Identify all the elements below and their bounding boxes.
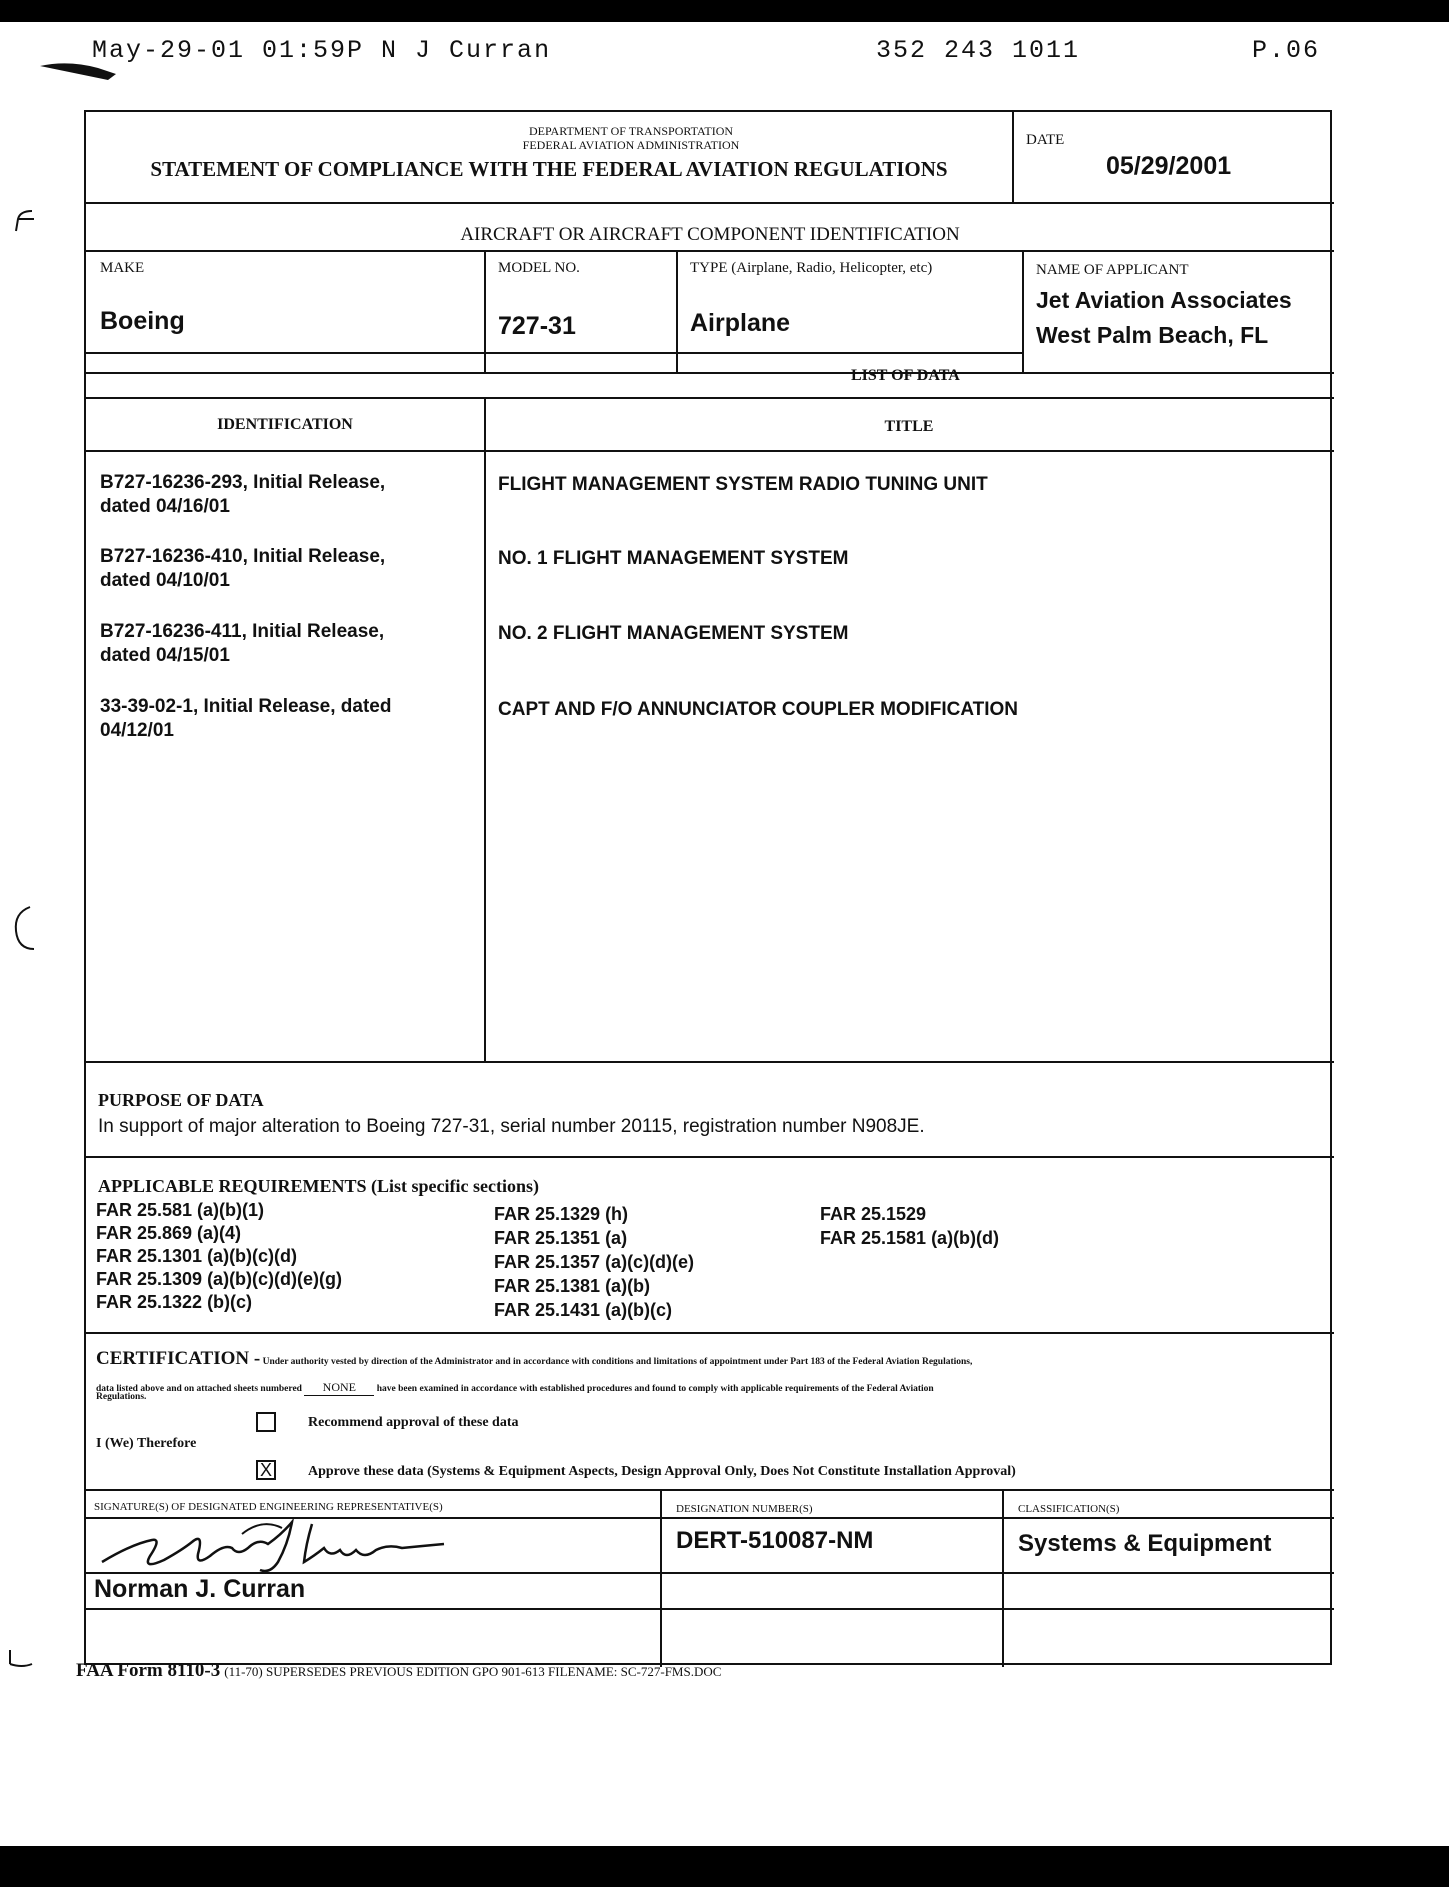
model-label: MODEL NO. bbox=[498, 260, 580, 276]
sheets-numbered-field[interactable]: NONE bbox=[304, 1380, 374, 1396]
requirements-label: APPLICABLE REQUIREMENTS (List specific sections) bbox=[98, 1176, 540, 1196]
dept-name: DEPARTMENT OF TRANSPORTATION bbox=[528, 124, 734, 138]
list-item-identification-date: 04/12/01 bbox=[100, 720, 174, 741]
form-number: FAA Form 8110-3 bbox=[76, 1660, 221, 1681]
list-item-identification: B727-16236-293, Initial Release, bbox=[100, 472, 386, 493]
list-item-identification-date: dated 04/15/01 bbox=[100, 645, 230, 666]
applicant-label: NAME OF APPLICANT bbox=[1036, 262, 1189, 278]
list-item-title: NO. 2 FLIGHT MANAGEMENT SYSTEM bbox=[498, 623, 849, 644]
make-label: MAKE bbox=[100, 260, 145, 276]
fax-page-number: P.06 bbox=[1252, 36, 1321, 65]
list-item-identification: B727-16236-411, Initial Release, bbox=[100, 621, 385, 642]
purpose-text: In support of major alteration to Boeing 727-31, serial number 20115, registration number N908JE. bbox=[98, 1116, 925, 1137]
form-title: STATEMENT OF COMPLIANCE WITH THE FEDERAL AVIATION REGULATIONS bbox=[150, 157, 948, 181]
model-value: 727-31 bbox=[498, 312, 576, 340]
type-label: TYPE (Airplane, Radio, Helicopter, etc) bbox=[690, 260, 933, 276]
certification-text-line3: Regulations. bbox=[96, 1392, 147, 1402]
requirement-item: FAR 25.1529 bbox=[820, 1204, 927, 1224]
recommend-approval-label: Recommend approval of these data bbox=[308, 1415, 519, 1430]
col-title-header: TITLE bbox=[884, 418, 934, 435]
form-edition-info: (11-70) SUPERSEDES PREVIOUS EDITION GPO 901-613 FILENAME: SC-727-FMS.DOC bbox=[224, 1664, 722, 1679]
designation-label: DESIGNATION NUMBER(S) bbox=[676, 1503, 813, 1515]
requirement-item: FAR 25.1381 (a)(b) bbox=[494, 1276, 651, 1296]
certification-text-line2: data listed above and on attached sheets numbered NONE have been examined in accordance with established procedures and found to comply with applicable requirements of the Federal Aviation bbox=[96, 1380, 934, 1394]
requirement-item: FAR 25.1329 (h) bbox=[494, 1204, 629, 1224]
scan-border-bottom bbox=[0, 1846, 1449, 1887]
recommend-checkbox[interactable] bbox=[256, 1412, 276, 1432]
classification-label: CLASSIFICATION(S) bbox=[1018, 1503, 1120, 1515]
margin-mark bbox=[10, 205, 40, 235]
make-value: Boeing bbox=[100, 307, 185, 335]
requirement-item: FAR 25.581 (a)(b)(1) bbox=[96, 1200, 265, 1220]
designation-value: DERT-510087-NM bbox=[676, 1527, 874, 1554]
requirement-item: FAR 25.1581 (a)(b)(d) bbox=[820, 1228, 1000, 1248]
approve-data-label: Approve these data (Systems & Equipment Aspects, Design Approval Only, Does Not Constitute Installation Approval) bbox=[308, 1464, 1016, 1479]
faa-form-8110-3 bbox=[84, 110, 1332, 1665]
list-of-data-title: LIST OF DATA bbox=[851, 367, 960, 384]
signer-name: Norman J. Curran bbox=[94, 1575, 306, 1603]
fax-sender-line: May-29-01 01:59P N J Curran bbox=[92, 36, 552, 65]
certification-text-line1: Under authority vested by direction of the Administrator and in accordance with conditions and limitations of appointment under Part 183 of the Federal Aviation Regulations, bbox=[262, 1357, 973, 1367]
list-item-identification-date: dated 04/10/01 bbox=[100, 570, 230, 591]
hole-punch-mark bbox=[8, 905, 38, 955]
applicant-location: West Palm Beach, FL bbox=[1036, 322, 1269, 348]
requirement-item: FAR 25.1351 (a) bbox=[494, 1228, 628, 1248]
hole-punch-mark bbox=[6, 1620, 36, 1670]
i-we-therefore-label: I (We) Therefore bbox=[96, 1436, 197, 1451]
list-item-identification: 33-39-02-1, Initial Release, dated bbox=[100, 696, 392, 717]
approve-checkbox[interactable]: X bbox=[256, 1460, 276, 1480]
classification-value: Systems & Equipment bbox=[1018, 1530, 1272, 1557]
date-label: DATE bbox=[1026, 132, 1065, 148]
requirement-item: FAR 25.1431 (a)(b)(c) bbox=[494, 1300, 673, 1320]
col-identification-header: IDENTIFICATION bbox=[217, 416, 353, 433]
list-item-title: CAPT AND F/O ANNUNCIATOR COUPLER MODIFICATION bbox=[498, 699, 1019, 720]
requirement-item: FAR 25.1301 (a)(b)(c)(d) bbox=[96, 1246, 298, 1266]
requirement-item: FAR 25.1357 (a)(c)(d)(e) bbox=[494, 1252, 695, 1272]
certification-label: CERTIFICATION - bbox=[96, 1348, 261, 1369]
list-item-identification: B727-16236-410, Initial Release, bbox=[100, 546, 386, 567]
requirement-item: FAR 25.1322 (b)(c) bbox=[96, 1292, 253, 1312]
list-item-title: NO. 1 FLIGHT MANAGEMENT SYSTEM bbox=[498, 548, 849, 569]
pen-stroke-mark bbox=[38, 58, 128, 86]
type-value: Airplane bbox=[690, 309, 791, 337]
identification-section-title: AIRCRAFT OR AIRCRAFT COMPONENT IDENTIFICATION bbox=[460, 224, 960, 245]
applicant-name: Jet Aviation Associates bbox=[1036, 287, 1292, 313]
requirement-item: FAR 25.1309 (a)(b)(c)(d)(e)(g) bbox=[96, 1269, 343, 1289]
signature-label: SIGNATURE(S) OF DESIGNATED ENGINEERING REPRESENTATIVE(S) bbox=[94, 1501, 443, 1513]
date-value: 05/29/2001 bbox=[1106, 152, 1232, 180]
form-footer bbox=[76, 1660, 721, 1682]
list-item-title: FLIGHT MANAGEMENT SYSTEM RADIO TUNING UNIT bbox=[498, 474, 988, 495]
certification-text bbox=[96, 1348, 972, 1370]
scan-border-top bbox=[0, 0, 1449, 22]
agency-name: FEDERAL AVIATION ADMINISTRATION bbox=[522, 138, 740, 152]
fax-phone-number: 352 243 1011 bbox=[876, 36, 1081, 65]
requirement-item: FAR 25.869 (a)(4) bbox=[96, 1223, 242, 1243]
purpose-label: PURPOSE OF DATA bbox=[98, 1090, 264, 1110]
list-item-identification-date: dated 04/16/01 bbox=[100, 496, 230, 517]
